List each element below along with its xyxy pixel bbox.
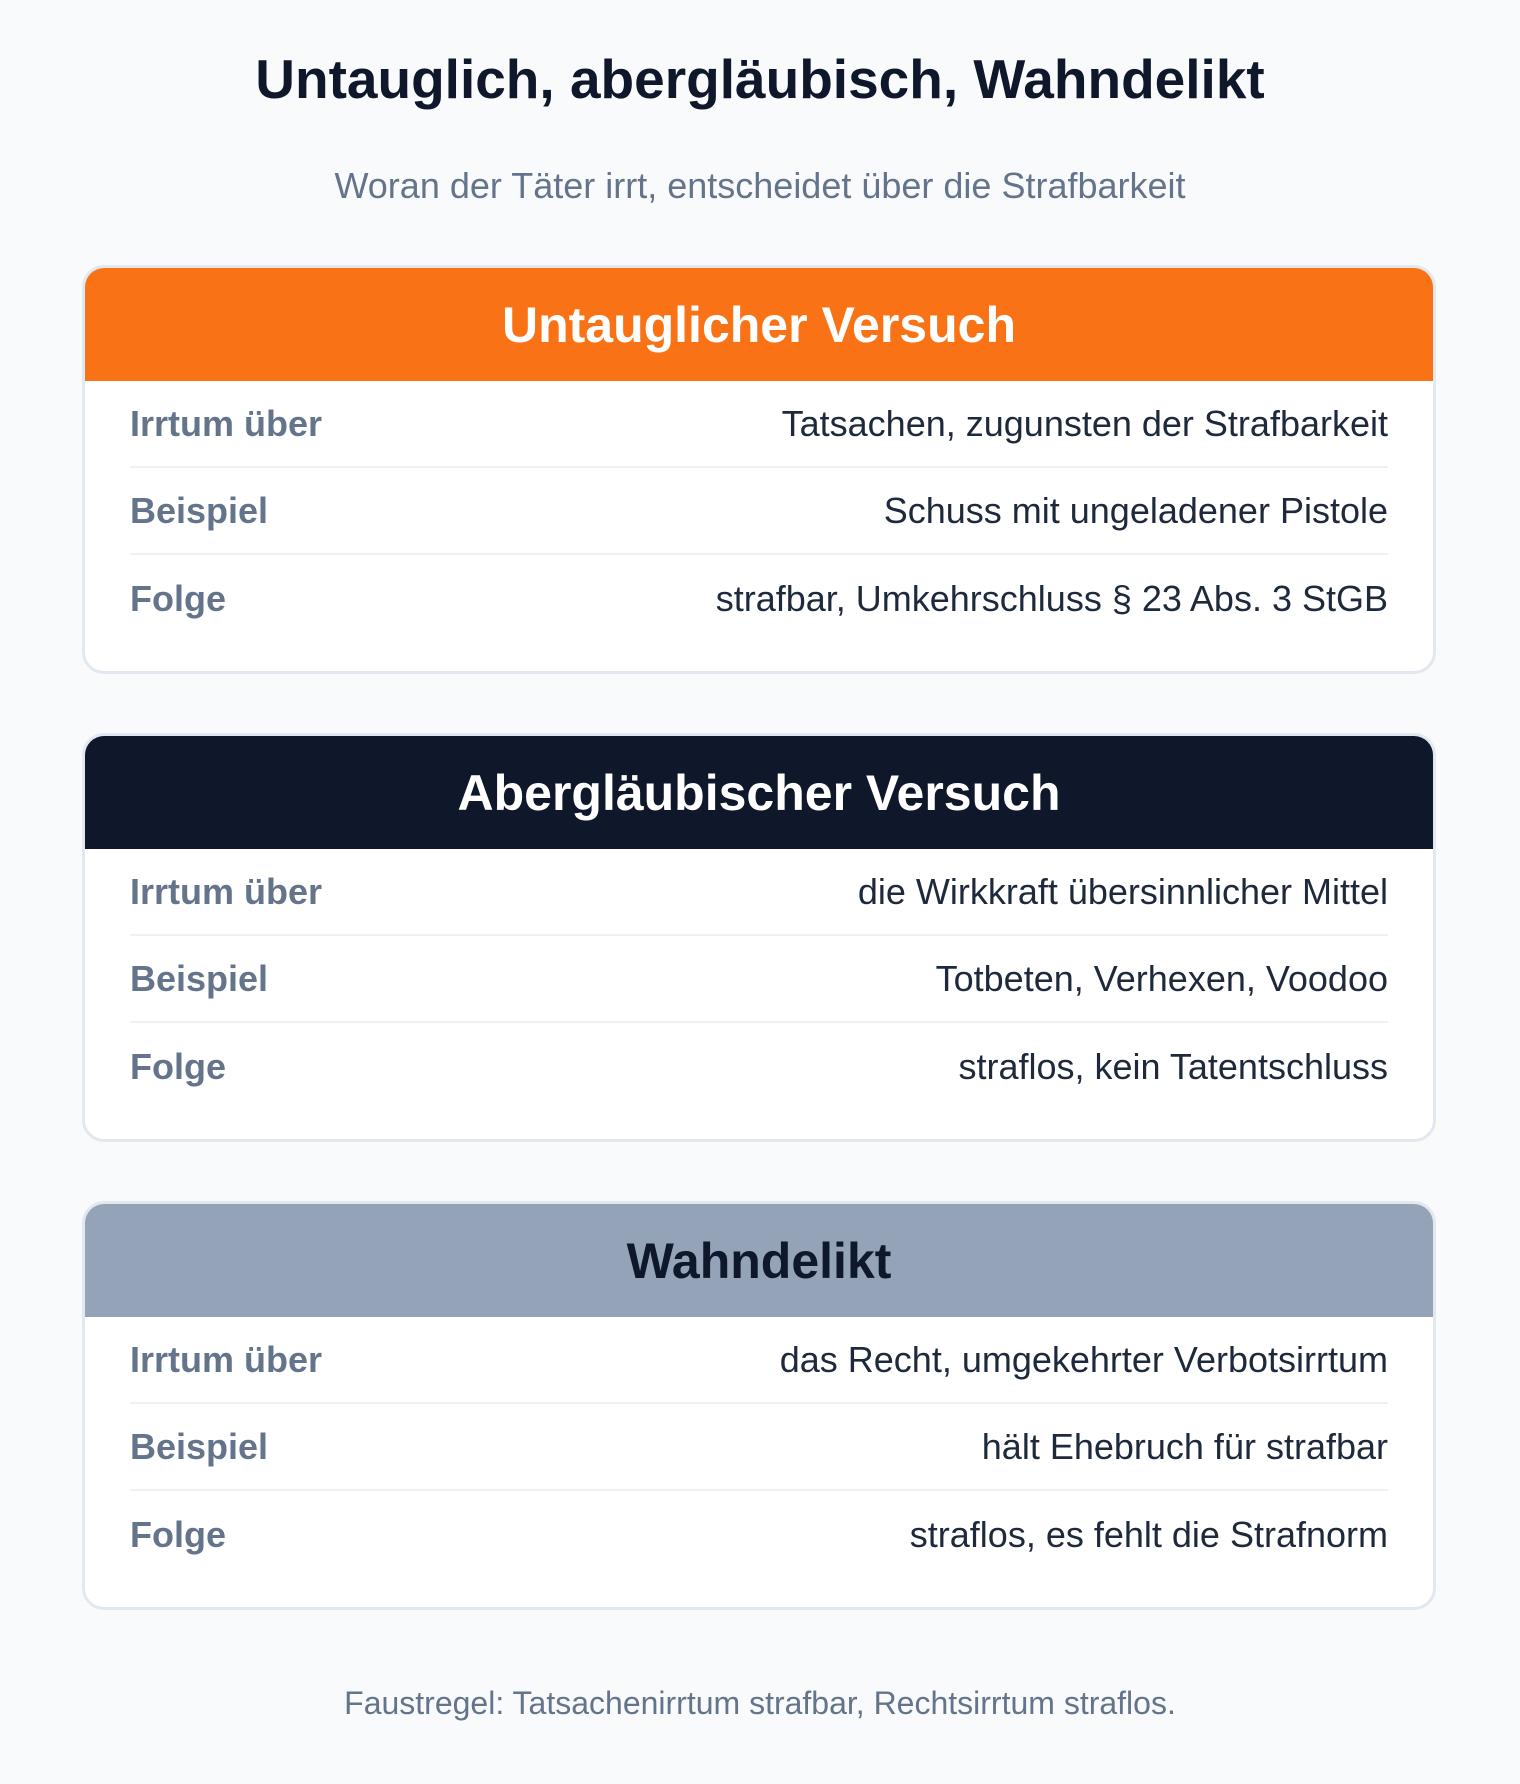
card-header: Wahndelikt bbox=[85, 1204, 1433, 1317]
card-rows bbox=[85, 849, 1433, 1110]
footer-note: Faustregel: Tatsachenirrtum strafbar, Rechtsirrtum straflos. bbox=[344, 1685, 1176, 1721]
row-beispiel bbox=[130, 936, 1388, 1023]
card-rows bbox=[85, 1317, 1433, 1578]
row-folge bbox=[130, 555, 1388, 642]
row-folge bbox=[130, 1491, 1388, 1578]
row-value: Schuss mit ungeladener Pistole bbox=[883, 489, 1388, 531]
card-wahndelikt bbox=[82, 1201, 1436, 1610]
card-header: Untauglicher Versuch bbox=[85, 268, 1433, 381]
row-folge bbox=[130, 1023, 1388, 1110]
card-untauglicher-versuch bbox=[82, 265, 1436, 674]
page-title: Untauglich, abergläubisch, Wahndelikt bbox=[255, 48, 1265, 110]
row-label: Irrtum über bbox=[130, 1338, 323, 1380]
row-label: Irrtum über bbox=[130, 402, 323, 444]
row-label: Beispiel bbox=[130, 957, 269, 999]
row-label: Irrtum über bbox=[130, 870, 323, 912]
row-label: Folge bbox=[130, 577, 226, 619]
row-value: das Recht, umgekehrter Verbotsirrtum bbox=[779, 1338, 1388, 1380]
row-irrtum bbox=[130, 381, 1388, 468]
row-value: die Wirkkraft übersinnlicher Mittel bbox=[857, 870, 1388, 912]
row-irrtum bbox=[130, 849, 1388, 936]
row-label: Beispiel bbox=[130, 1425, 269, 1467]
row-value: Totbeten, Verhexen, Voodoo bbox=[935, 957, 1388, 999]
row-value: Tatsachen, zugunsten der Strafbarkeit bbox=[781, 402, 1388, 444]
card-aberglaeubischer-versuch bbox=[82, 733, 1436, 1142]
row-value: straflos, es fehlt die Strafnorm bbox=[909, 1513, 1388, 1555]
page-subtitle: Woran der Täter irrt, entscheidet über die Strafbarkeit bbox=[334, 165, 1186, 206]
card-header: Abergläubischer Versuch bbox=[85, 736, 1433, 849]
row-value: straflos, kein Tatentschluss bbox=[958, 1045, 1388, 1087]
row-value: strafbar, Umkehrschluss § 23 Abs. 3 StGB bbox=[715, 577, 1388, 619]
row-label: Folge bbox=[130, 1045, 226, 1087]
card-rows bbox=[85, 381, 1433, 642]
row-value: hält Ehebruch für strafbar bbox=[981, 1425, 1388, 1467]
row-irrtum bbox=[130, 1317, 1388, 1404]
row-label: Beispiel bbox=[130, 489, 269, 531]
row-beispiel bbox=[130, 1404, 1388, 1491]
row-label: Folge bbox=[130, 1513, 226, 1555]
row-beispiel bbox=[130, 468, 1388, 555]
